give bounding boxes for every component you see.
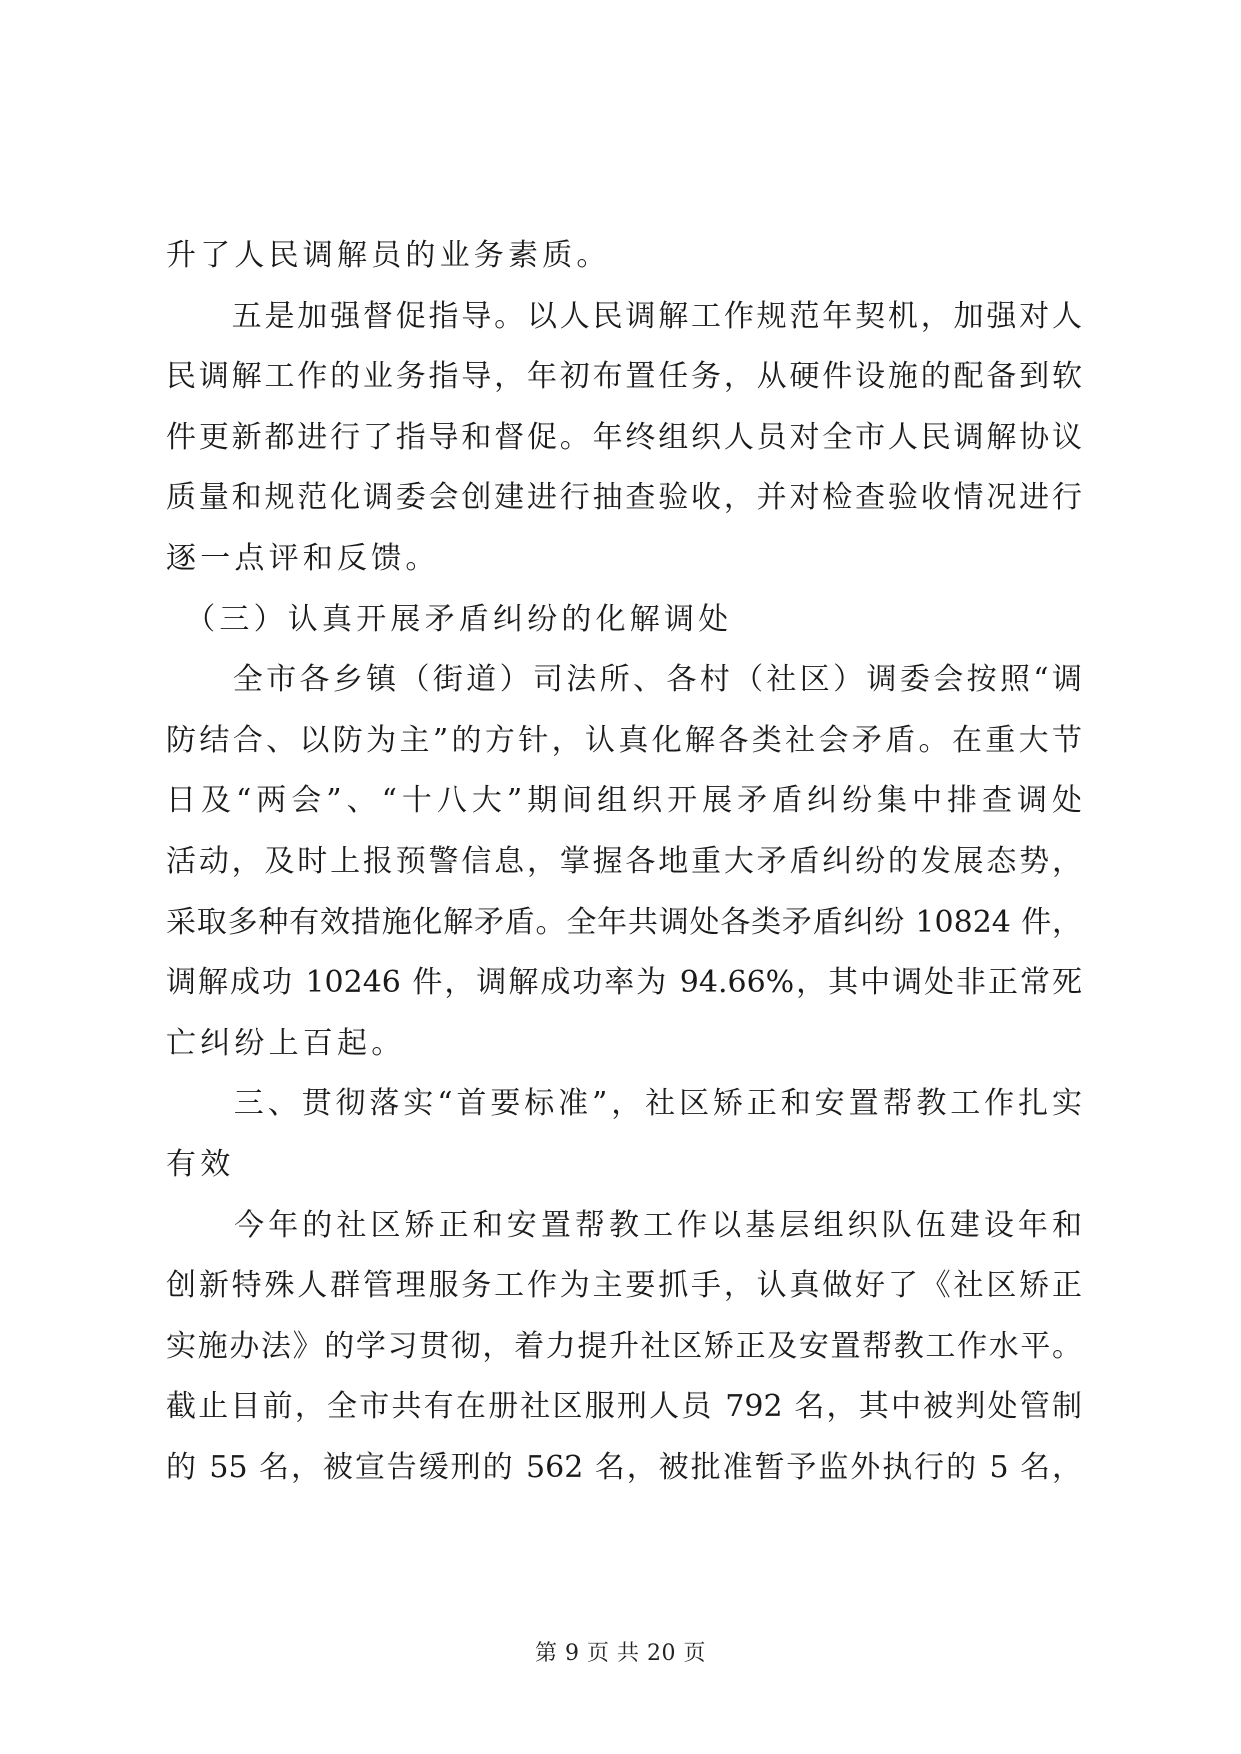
section-heading: 有效	[166, 1146, 235, 1182]
paragraph-line: 的 55 名，被宣告缓刑的 562 名，被批准暂予监外执行的 5 名，	[166, 1449, 1082, 1485]
paragraph-line: 调解成功 10246 件，调解成功率为 94.66%，其中调处非正常死	[166, 965, 1082, 1001]
paragraph-line: 逐一点评和反馈。	[166, 540, 440, 576]
paragraph-line: 创新特殊人群管理服务工作为主要抓手，认真做好了《社区矫正	[166, 1268, 1082, 1304]
section-heading: 三、贯彻落实“首要标准”，社区矫正和安置帮教工作扎实	[166, 1086, 1082, 1122]
paragraph-line: 民调解工作的业务指导，年初布置任务，从硬件设施的配备到软	[166, 359, 1082, 395]
paragraph-line: 采取多种有效措施化解矛盾。全年共调处各类矛盾纠纷 10824 件，	[166, 904, 1082, 940]
paragraph-line: 防结合、以防为主”的方针，认真化解各类社会矛盾。在重大节	[166, 722, 1082, 758]
paragraph-line: 件更新都进行了指导和督促。年终组织人员对全市人民调解协议	[166, 419, 1082, 455]
paragraph-line: 今年的社区矫正和安置帮教工作以基层组织队伍建设年和	[166, 1207, 1082, 1243]
paragraph-line: 全市各乡镇（街道）司法所、各村（社区）调委会按照“调	[166, 662, 1082, 698]
paragraph-line: 日及“两会”、“十八大”期间组织开展矛盾纠纷集中排查调处	[166, 783, 1082, 819]
document-body	[166, 226, 1082, 1498]
paragraph-line: 活动，及时上报预警信息，掌握各地重大矛盾纠纷的发展态势，	[166, 843, 1082, 879]
paragraph-line: 升了人民调解员的业务素质。	[166, 238, 611, 273]
paragraph-line: 实施办法》的学习贯彻，着力提升社区矫正及安置帮教工作水平。	[166, 1328, 1082, 1364]
paragraph-line: 截止目前，全市共有在册社区服刑人员 792 名，其中被判处管制	[166, 1389, 1082, 1425]
page-number: 第 9 页 共 20 页	[535, 1641, 706, 1666]
paragraph-line: 亡纠纷上百起。	[166, 1025, 406, 1061]
paragraph-line: 质量和规范化调委会创建进行抽查验收，并对检查验收情况进行	[166, 480, 1082, 516]
section-heading: （三）认真开展矛盾纠纷的化解调处	[166, 601, 733, 637]
paragraph-line: 五是加强督促指导。以人民调解工作规范年契机，加强对人	[166, 298, 1082, 334]
